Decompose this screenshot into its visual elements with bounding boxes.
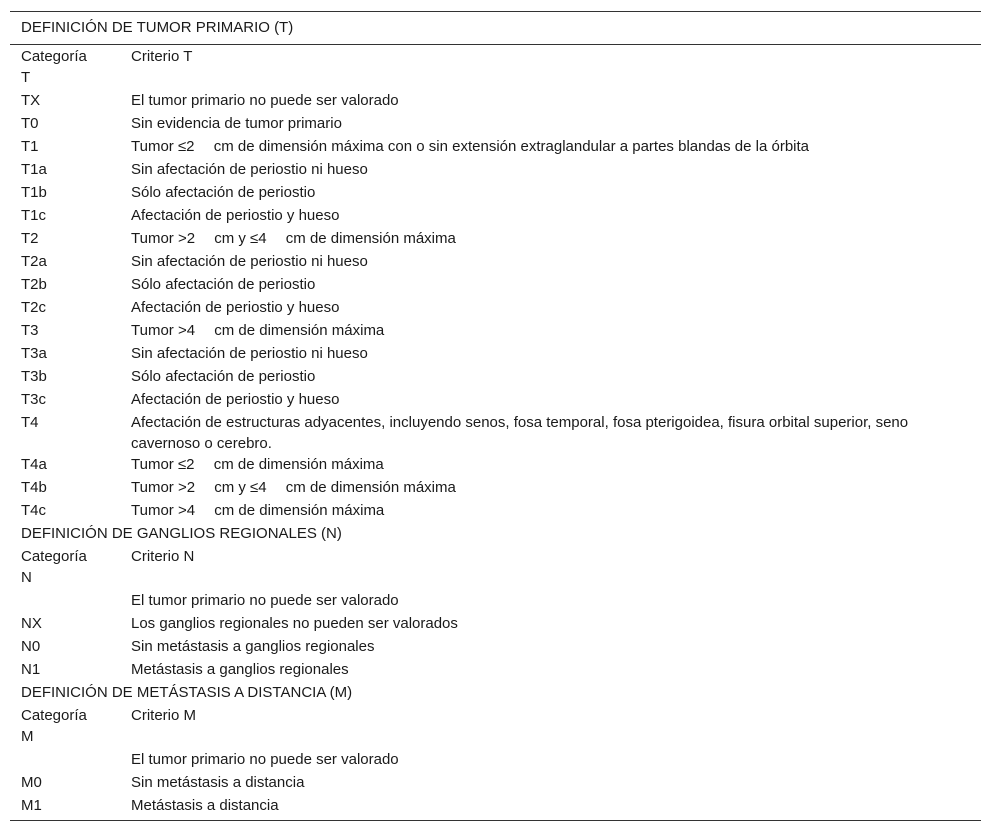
table-row [10, 500, 981, 523]
table-body [10, 45, 981, 820]
table-row [10, 182, 981, 205]
table-row [10, 389, 981, 412]
n-category-header: Categoría N [21, 548, 87, 586]
t-criterion-cell: Tumor >4 cm de dimensión máxima [131, 322, 385, 339]
t-category-header: Categoría T [21, 48, 87, 86]
table-row [10, 366, 981, 389]
t-criterion-cell: Sin afectación de periostio ni hueso [131, 161, 368, 178]
table-row [10, 251, 981, 274]
t-category-cell: T4a [21, 456, 47, 473]
n-criterion-cell: Los ganglios regionales no pueden ser valorados [131, 615, 458, 632]
m-section-title: DEFINICIÓN DE METÁSTASIS A DISTANCIA (M) [21, 684, 353, 701]
t-category-cell: T0 [21, 115, 39, 132]
t-category-cell: T4c [21, 502, 47, 519]
t-category-cell: TX [21, 92, 41, 109]
table-caption: DEFINICIÓN DE TUMOR PRIMARIO (T) [10, 12, 981, 45]
m-criterion-cell: Metástasis a distancia [131, 797, 279, 814]
m-criterion-cell: El tumor primario no puede ser valorado [131, 751, 399, 768]
table-row [10, 477, 981, 500]
t-criterion-cell: Afectación de periostio y hueso [131, 207, 340, 224]
t-category-cell: T4 [21, 414, 39, 431]
t-category-cell: T2 [21, 230, 39, 247]
tnm-table [10, 11, 981, 821]
t-criterion-cell: Tumor ≤2 cm de dimensión máxima con o sin extensión extraglandular a partes blandas de la órbita [131, 138, 810, 155]
t-criterion-cell: Sólo afectación de periostio [131, 184, 316, 201]
m-criterion-header: Criterio M [131, 707, 197, 724]
table-row [10, 772, 981, 795]
n-criterion-cell: Sin metástasis a ganglios regionales [131, 638, 375, 655]
t-category-cell: T3a [21, 345, 47, 362]
t-criterion-cell: Sólo afectación de periostio [131, 276, 316, 293]
m-criterion-cell: Sin metástasis a distancia [131, 774, 305, 791]
t-category-cell: T2b [21, 276, 47, 293]
table-row [10, 795, 981, 818]
table-row [10, 749, 981, 772]
t-criterion-header: Criterio T [131, 48, 193, 65]
t-criterion-cell: Sin afectación de periostio ni hueso [131, 253, 368, 270]
table-row [10, 274, 981, 297]
table-row [10, 343, 981, 366]
t-criterion-cell: Tumor ≤2 cm de dimensión máxima [131, 456, 384, 473]
t-category-cell: T1 [21, 138, 39, 155]
t-header-row [10, 46, 981, 90]
n-criterion-header: Criterio N [131, 548, 195, 565]
t-category-cell: T3c [21, 391, 47, 408]
table-row [10, 412, 981, 454]
t-category-cell: T4b [21, 479, 47, 496]
table-row [10, 90, 981, 113]
table-row [10, 159, 981, 182]
t-category-cell: T1c [21, 207, 47, 224]
t-category-cell: T2a [21, 253, 47, 270]
n-section-title: DEFINICIÓN DE GANGLIOS REGIONALES (N) [21, 525, 342, 542]
n-category-cell: N0 [21, 638, 41, 655]
table-row [10, 659, 981, 682]
table-row [10, 297, 981, 320]
n-header-row [10, 546, 981, 590]
t-criterion-cell: Afectación de periostio y hueso [131, 299, 340, 316]
table-row [10, 228, 981, 251]
t-category-cell: T3b [21, 368, 47, 385]
n-category-cell: NX [21, 615, 42, 632]
table-row [10, 113, 981, 136]
t-category-cell: T1a [21, 161, 47, 178]
m-category-cell: M0 [21, 774, 42, 791]
m-category-header: Categoría M [21, 707, 87, 745]
t-criterion-cell: Sin afectación de periostio ni hueso [131, 345, 368, 362]
table-row [10, 320, 981, 343]
table-row [10, 205, 981, 228]
t-criterion-cell: Sin evidencia de tumor primario [131, 115, 342, 132]
t-criterion-cell: Sólo afectación de periostio [131, 368, 316, 385]
n-criterion-cell: El tumor primario no puede ser valorado [131, 592, 399, 609]
t-criterion-cell: Tumor >2 cm y ≤4 cm de dimensión máxima [131, 479, 456, 496]
t-category-cell: T1b [21, 184, 47, 201]
m-header-row [10, 705, 981, 749]
t-criterion-cell: Tumor >2 cm y ≤4 cm de dimensión máxima [131, 230, 456, 247]
table-row [10, 136, 981, 159]
t-category-cell: T3 [21, 322, 39, 339]
n-category-cell: N1 [21, 661, 41, 678]
t-category-cell: T2c [21, 299, 47, 316]
table-row [10, 454, 981, 477]
t-criterion-cell: El tumor primario no puede ser valorado [131, 92, 399, 109]
t-criterion-cell: Afectación de estructuras adyacentes, incluyendo senos, fosa temporal, fosa pterigoidea, fisura orbital superior, seno cavernoso o cerebro. [131, 414, 909, 452]
t-criterion-cell: Tumor >4 cm de dimensión máxima [131, 502, 385, 519]
table-row [10, 590, 981, 613]
m-category-cell: M1 [21, 797, 42, 814]
table-row [10, 613, 981, 636]
n-criterion-cell: Metástasis a ganglios regionales [131, 661, 349, 678]
table-row [10, 636, 981, 659]
t-criterion-cell: Afectación de periostio y hueso [131, 391, 340, 408]
